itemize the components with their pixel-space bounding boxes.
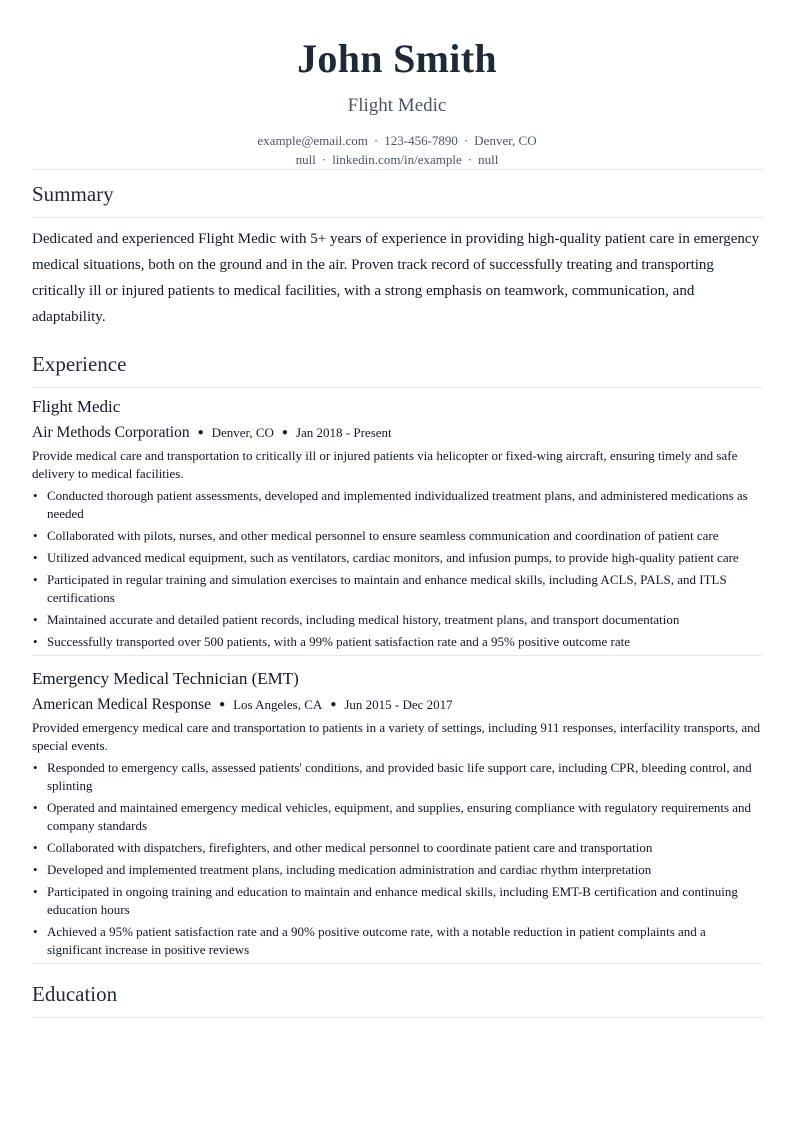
list-item [32, 487, 762, 523]
list-item [32, 759, 762, 795]
bullet-text: Collaborated with dispatchers, firefighters, and other medical personnel to coordinate patient care and transportation [47, 840, 653, 855]
contact-line-2 [32, 150, 762, 169]
bullet-text: Participated in ongoing training and education to maintain and enhance medical skills, including EMT-B certification and continuing education hours [47, 884, 738, 917]
dot-separator-icon: ● [330, 699, 337, 710]
experience-heading: Experience [32, 352, 127, 376]
experience-section [32, 340, 762, 964]
list-item [32, 923, 762, 959]
job-role: Emergency Medical Technician (EMT) [32, 669, 299, 688]
list-item [32, 549, 762, 567]
contact-linkedin[interactable]: linkedin.com/in/example [332, 152, 462, 167]
separator: · [463, 133, 469, 148]
contact-phone[interactable]: 123-456-7890 [384, 133, 458, 148]
contact-info [32, 131, 762, 169]
bullet-text: Developed and implemented treatment plans, including medication administration and cardiac rhythm interpretation [47, 862, 652, 877]
job-entry [32, 656, 762, 964]
bullet-icon: • [33, 550, 38, 565]
bullet-icon: • [33, 760, 38, 775]
experience-heading-wrap [32, 340, 762, 387]
bullet-icon: • [33, 634, 38, 649]
job-location: Los Angeles, CA [233, 697, 323, 712]
bullet-icon: • [33, 840, 38, 855]
list-item [32, 527, 762, 545]
bullet-icon: • [33, 572, 38, 587]
bullet-text: Collaborated with pilots, nurses, and other medical personnel to ensure seamless communication and coordination of patient care [47, 528, 719, 543]
summary-heading: Summary [32, 182, 114, 206]
job-company: American Medical Response [32, 696, 212, 713]
list-item [32, 861, 762, 879]
bullet-text: Achieved a 95% patient satisfaction rate and a 90% positive outcome rate, with a notable reduction in patient complaints and a significant increase in positive reviews [47, 924, 706, 957]
separator: · [373, 133, 379, 148]
education-section [32, 970, 762, 1018]
job-meta [32, 694, 762, 716]
bullet-icon: • [33, 488, 38, 503]
job-divider [32, 963, 762, 964]
list-item [32, 571, 762, 607]
summary-heading-wrap [32, 170, 762, 217]
summary-section [32, 170, 762, 330]
bullet-icon: • [33, 924, 38, 939]
list-item [32, 839, 762, 857]
education-divider [32, 1017, 762, 1018]
job-location: Denver, CO [211, 425, 274, 440]
list-item [32, 611, 762, 629]
job-description: Provide medical care and transportation to critically ill or injured patients via helicopter or fixed-wing aircraft, ensuring timely and safe delivery to medical facilities. [32, 448, 738, 481]
bullet-text: Responded to emergency calls, assessed patients' conditions, and provided basic life support care, including CPR, bleeding control, and splinting [47, 760, 752, 793]
contact-line-1 [32, 131, 762, 150]
job-role: Flight Medic [32, 397, 121, 416]
contact-location: Denver, CO [474, 133, 537, 148]
dot-separator-icon: ● [197, 427, 204, 438]
contact-extra-1: null [295, 152, 316, 167]
job-dates: Jun 2015 - Dec 2017 [344, 697, 453, 712]
bullet-text: Maintained accurate and detailed patient records, including medical history, treatment plans, and transport documentation [47, 612, 680, 627]
separator: · [321, 152, 327, 167]
bullet-text: Participated in regular training and simulation exercises to maintain and enhance medical skills, including ACLS, PALS, and ITLS certifications [47, 572, 727, 605]
list-item [32, 799, 762, 835]
bullet-icon: • [33, 884, 38, 899]
contact-extra-2: null [478, 152, 499, 167]
bullet-icon: • [33, 612, 38, 627]
bullet-text: Successfully transported over 500 patients, with a 99% patient satisfaction rate and a 95% positive outcome rate [47, 634, 631, 649]
bullet-icon: • [33, 528, 38, 543]
separator: · [467, 152, 473, 167]
job-meta [32, 422, 762, 444]
list-item [32, 633, 762, 651]
education-heading-wrap [32, 970, 762, 1017]
bullet-text: Utilized advanced medical equipment, such as ventilators, cardiac monitors, and infusion pumps, to provide high-quality patient care [47, 550, 739, 565]
job-dates: Jan 2018 - Present [295, 425, 392, 440]
bullet-icon: • [33, 800, 38, 815]
bullet-text: Conducted thorough patient assessments, developed and implemented individualized treatment plans, and administered medications as needed [47, 488, 748, 521]
contact-email[interactable]: example@email.com [257, 133, 368, 148]
summary-text: Dedicated and experienced Flight Medic with 5+ years of experience in providing high-quality patient care in emergency medical situations, both on the ground and in the air. Proven track record of successfully treating and transporting critically ill or injured patients to medical facilities, with a strong emphasis on teamwork, communication, and adaptability. [32, 231, 760, 325]
summary-divider [32, 217, 762, 218]
candidate-name: John Smith [297, 36, 497, 81]
list-item [32, 883, 762, 919]
dot-separator-icon: ● [281, 427, 288, 438]
job-bullets [32, 487, 762, 651]
dot-separator-icon: ● [219, 699, 226, 710]
job-company: Air Methods Corporation [32, 424, 190, 441]
bullet-icon: • [33, 862, 38, 877]
resume-header [32, 0, 762, 169]
job-bullets [32, 759, 762, 959]
bullet-text: Operated and maintained emergency medical vehicles, equipment, and supplies, ensuring compliance with regulatory requirements and company standards [47, 800, 752, 833]
job-description: Provided emergency medical care and transportation to patients in a variety of settings, including 911 responses, interfacility transports, and special events. [32, 720, 761, 753]
candidate-title: Flight Medic [347, 95, 447, 116]
job-entry [32, 388, 762, 656]
education-heading: Education [32, 982, 118, 1006]
